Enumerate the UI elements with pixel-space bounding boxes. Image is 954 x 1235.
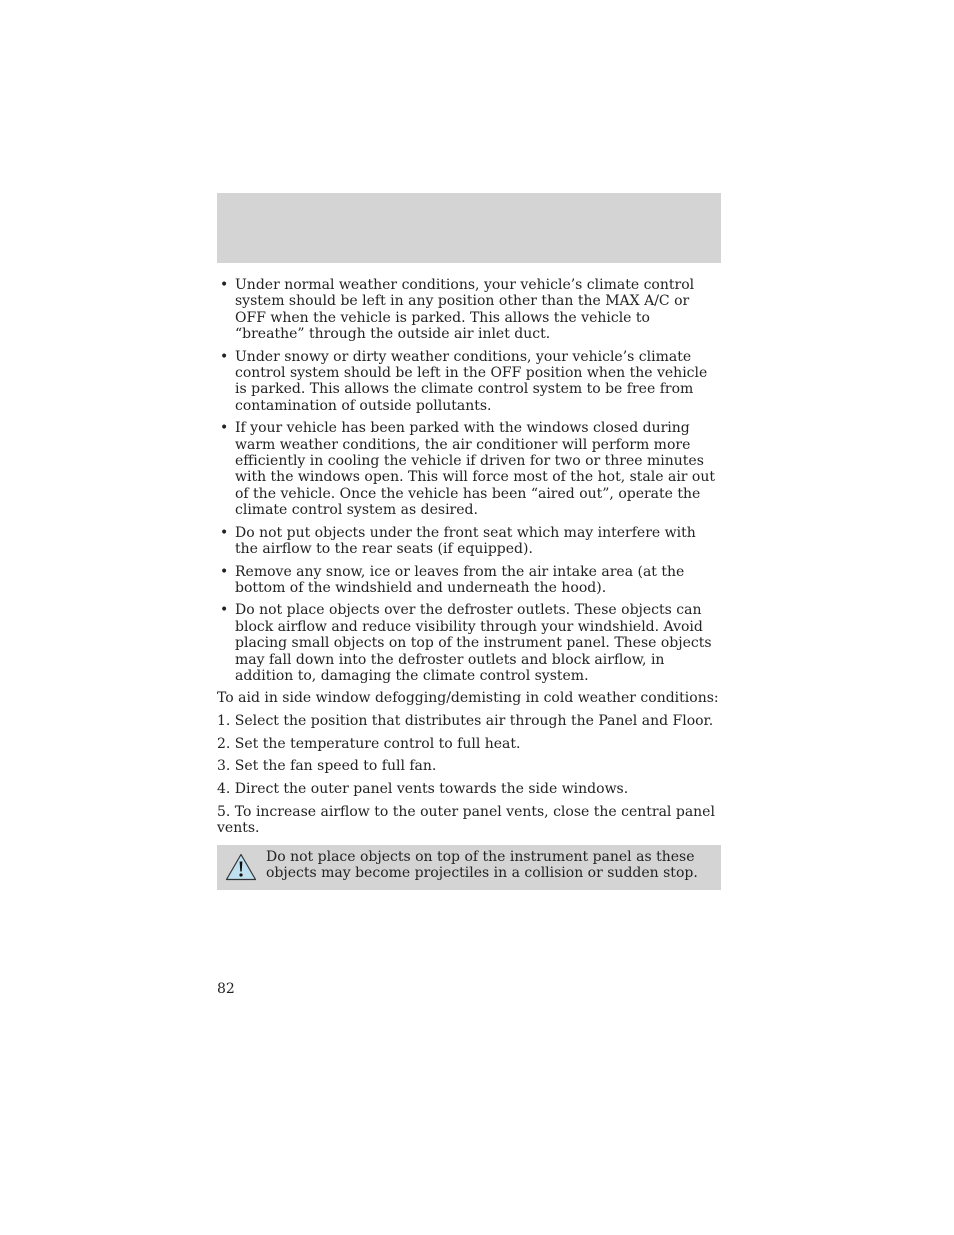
page-number: 82 (217, 981, 235, 997)
bullet-text: Do not place objects over the defroster outlets. These objects can block airflow and reduce visibility through your windshield. Avoid placing small objects on top of the instrument panel. These objects may fall down into the defroster outlets and block airflow, in addition to, damaging the climate control system. (235, 602, 712, 684)
bullet-icon: • (220, 277, 229, 293)
step-item: 1. Select the position that distributes air through the Panel and Floor. (217, 713, 714, 730)
bullet-list (217, 277, 721, 684)
step-item: 2. Set the temperature control to full heat. (217, 735, 521, 752)
warning-triangle-icon (225, 853, 257, 881)
main-content (217, 277, 721, 890)
warning-text: Do not place objects on top of the instrument panel as these objects may become projectiles in a collision or sudden stop. (266, 848, 698, 882)
list-item (217, 602, 721, 684)
bullet-icon: • (220, 563, 229, 580)
step-item: 5. To increase airflow to the outer panel vents, close the central panel vents. (217, 803, 715, 837)
list-item (217, 277, 721, 343)
bullet-icon: • (220, 348, 229, 365)
bullet-text: Under snowy or dirty weather conditions, your vehicle’s climate control system should be left in the OFF position when the vehicle is parked. This allows the climate control system to be free from contamination of outside pollutants. (235, 348, 708, 414)
list-item (217, 349, 721, 415)
list-item (217, 564, 721, 597)
list-item (217, 420, 721, 518)
bullet-icon: • (220, 420, 229, 437)
bullet-icon: • (220, 602, 229, 619)
step-item: 3. Set the fan speed to full fan. (217, 758, 437, 775)
bullet-text: Remove any snow, ice or leaves from the air intake area (at the bottom of the windshield and underneath the hood). (235, 563, 685, 596)
bullet-text: If your vehicle has been parked with the windows closed during warm weather conditions, the air conditioner will perform more efficiently in cooling the vehicle if driven for two or three minutes with the windows open. This will force most of the hot, stale air out of the vehicle. Once the vehicle has been “aired out”, operate the climate control system as desired. (235, 420, 716, 519)
intro-paragraph: To aid in side window defogging/demisting in cold weather conditions: (217, 690, 719, 707)
warning-box (217, 845, 721, 890)
bullet-text: Do not put objects under the front seat which may interfere with the airflow to the rear seats (if equipped). (235, 524, 696, 558)
bullet-icon: • (220, 524, 229, 541)
bullet-text: Under normal weather conditions, your vehicle’s climate control system should be left in any position other than the MAX A/C or OFF when the vehicle is parked. This allows the vehicle to “breathe” through the outside air inlet duct. (235, 277, 695, 343)
list-item (217, 525, 721, 558)
header-band (217, 193, 721, 263)
step-item: 4. Direct the outer panel vents towards the side windows. (217, 781, 629, 798)
